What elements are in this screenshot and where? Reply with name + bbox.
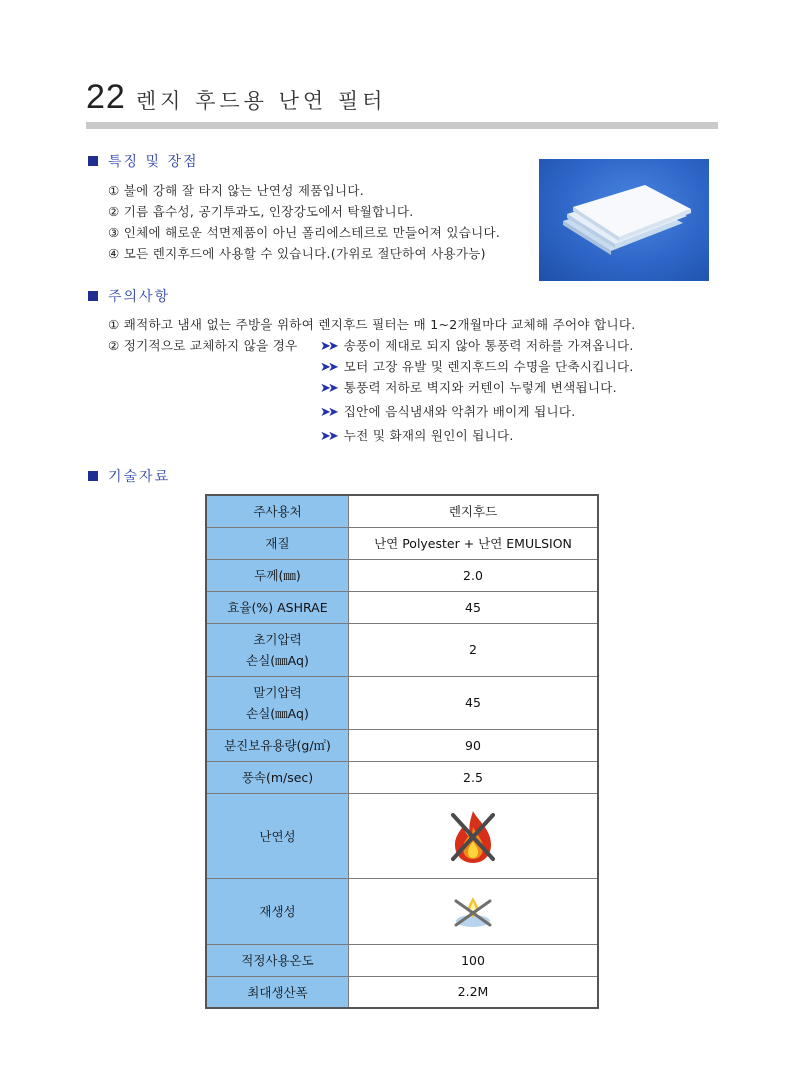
bullet-square-icon — [88, 471, 98, 481]
double-arrow-icon: ➤➤ — [320, 429, 336, 444]
spec-value: 렌지후드 — [349, 495, 599, 527]
double-arrow-icon: ➤➤ — [320, 360, 336, 375]
features-heading: 특징 및 장점 — [88, 151, 199, 171]
consequence-item: ➤➤ 통풍력 저하로 벽지와 커텐이 누렇게 변색됩니다. — [320, 380, 617, 396]
consequence-item: ➤➤ 모터 고장 유발 및 렌지후드의 수명을 단축시킵니다. — [320, 359, 634, 375]
feature-item: ② 기름 흡수성, 공기투과도, 인장강도에서 탁월합니다. — [108, 204, 414, 219]
spec-value: 2 — [349, 623, 599, 676]
table-row — [206, 761, 598, 793]
table-row — [206, 676, 598, 729]
spec-key: 재생성 — [206, 878, 349, 944]
caution-item: ① 쾌적하고 냄새 없는 주방을 위하여 렌지후드 필터는 매 1~2개월마다 교체해 주어야 합니다. — [108, 317, 636, 332]
bullet-square-icon — [88, 156, 98, 166]
tech-heading: 기술자료 — [88, 466, 170, 486]
table-row — [206, 729, 598, 761]
spec-key: 두께(㎜) — [206, 559, 349, 591]
spec-table — [205, 494, 599, 1009]
spec-key: 주사용처 — [206, 495, 349, 527]
double-arrow-icon: ➤➤ — [320, 381, 336, 396]
feature-item: ④ 모든 렌지후드에 사용할 수 있습니다.(가위로 절단하여 사용가능) — [108, 246, 486, 261]
spec-value: 45 — [349, 591, 599, 623]
spec-key: 재질 — [206, 527, 349, 559]
consequence-item: ➤➤ 집안에 음식냄새와 악취가 배이게 됩니다. — [320, 404, 576, 420]
consequence-item: ➤➤ 누전 및 화재의 원인이 됩니다. — [320, 428, 514, 444]
page-title — [86, 78, 386, 117]
spec-value: 난연 Polyester + 난연 EMULSION — [349, 527, 599, 559]
spec-value: 2.0 — [349, 559, 599, 591]
caution-item: ② 정기적으로 교체하지 않을 경우 — [108, 338, 298, 353]
spec-key: 최대생산폭 — [206, 976, 349, 1008]
double-arrow-icon: ➤➤ — [320, 339, 336, 354]
spec-value: 90 — [349, 729, 599, 761]
spec-key: 분진보유용량(g/㎡) — [206, 729, 349, 761]
table-row — [206, 495, 598, 527]
spec-value: 100 — [349, 944, 599, 976]
spec-key: 말기압력 손실(㎜Aq) — [206, 676, 349, 729]
spec-value: 2.2M — [349, 976, 599, 1008]
table-row — [206, 944, 598, 976]
product-photo — [539, 159, 709, 281]
table-row — [206, 559, 598, 591]
section-number: 22 — [86, 78, 126, 116]
table-row — [206, 878, 598, 944]
spec-value: 2.5 — [349, 761, 599, 793]
table-row — [206, 793, 598, 878]
cautions-heading: 주의사항 — [88, 286, 170, 306]
spec-key: 초기압력 손실(㎜Aq) — [206, 623, 349, 676]
bullet-square-icon — [88, 291, 98, 301]
spec-value — [349, 793, 599, 878]
spec-key: 적정사용온도 — [206, 944, 349, 976]
title-text: 렌지 후드용 난연 필터 — [135, 89, 387, 113]
consequence-item: ➤➤ 송풍이 제대로 되지 않아 통풍력 저하를 가져옵니다. — [320, 338, 634, 354]
table-row — [206, 527, 598, 559]
spec-value: 45 — [349, 676, 599, 729]
no-recycle-icon — [450, 891, 496, 931]
spec-key: 난연성 — [206, 793, 349, 878]
spec-key: 효율(%) ASHRAE — [206, 591, 349, 623]
spec-value — [349, 878, 599, 944]
no-fire-icon — [445, 807, 501, 865]
feature-item: ① 불에 강해 잘 타지 않는 난연성 제품입니다. — [108, 183, 365, 198]
table-row — [206, 976, 598, 1008]
spec-key: 풍속(m/sec) — [206, 761, 349, 793]
table-row — [206, 591, 598, 623]
table-row — [206, 623, 598, 676]
title-divider — [86, 122, 718, 129]
double-arrow-icon: ➤➤ — [320, 405, 336, 420]
feature-item: ③ 인체에 해로운 석면제품이 아닌 폴리에스테르로 만들어져 있습니다. — [108, 225, 501, 240]
